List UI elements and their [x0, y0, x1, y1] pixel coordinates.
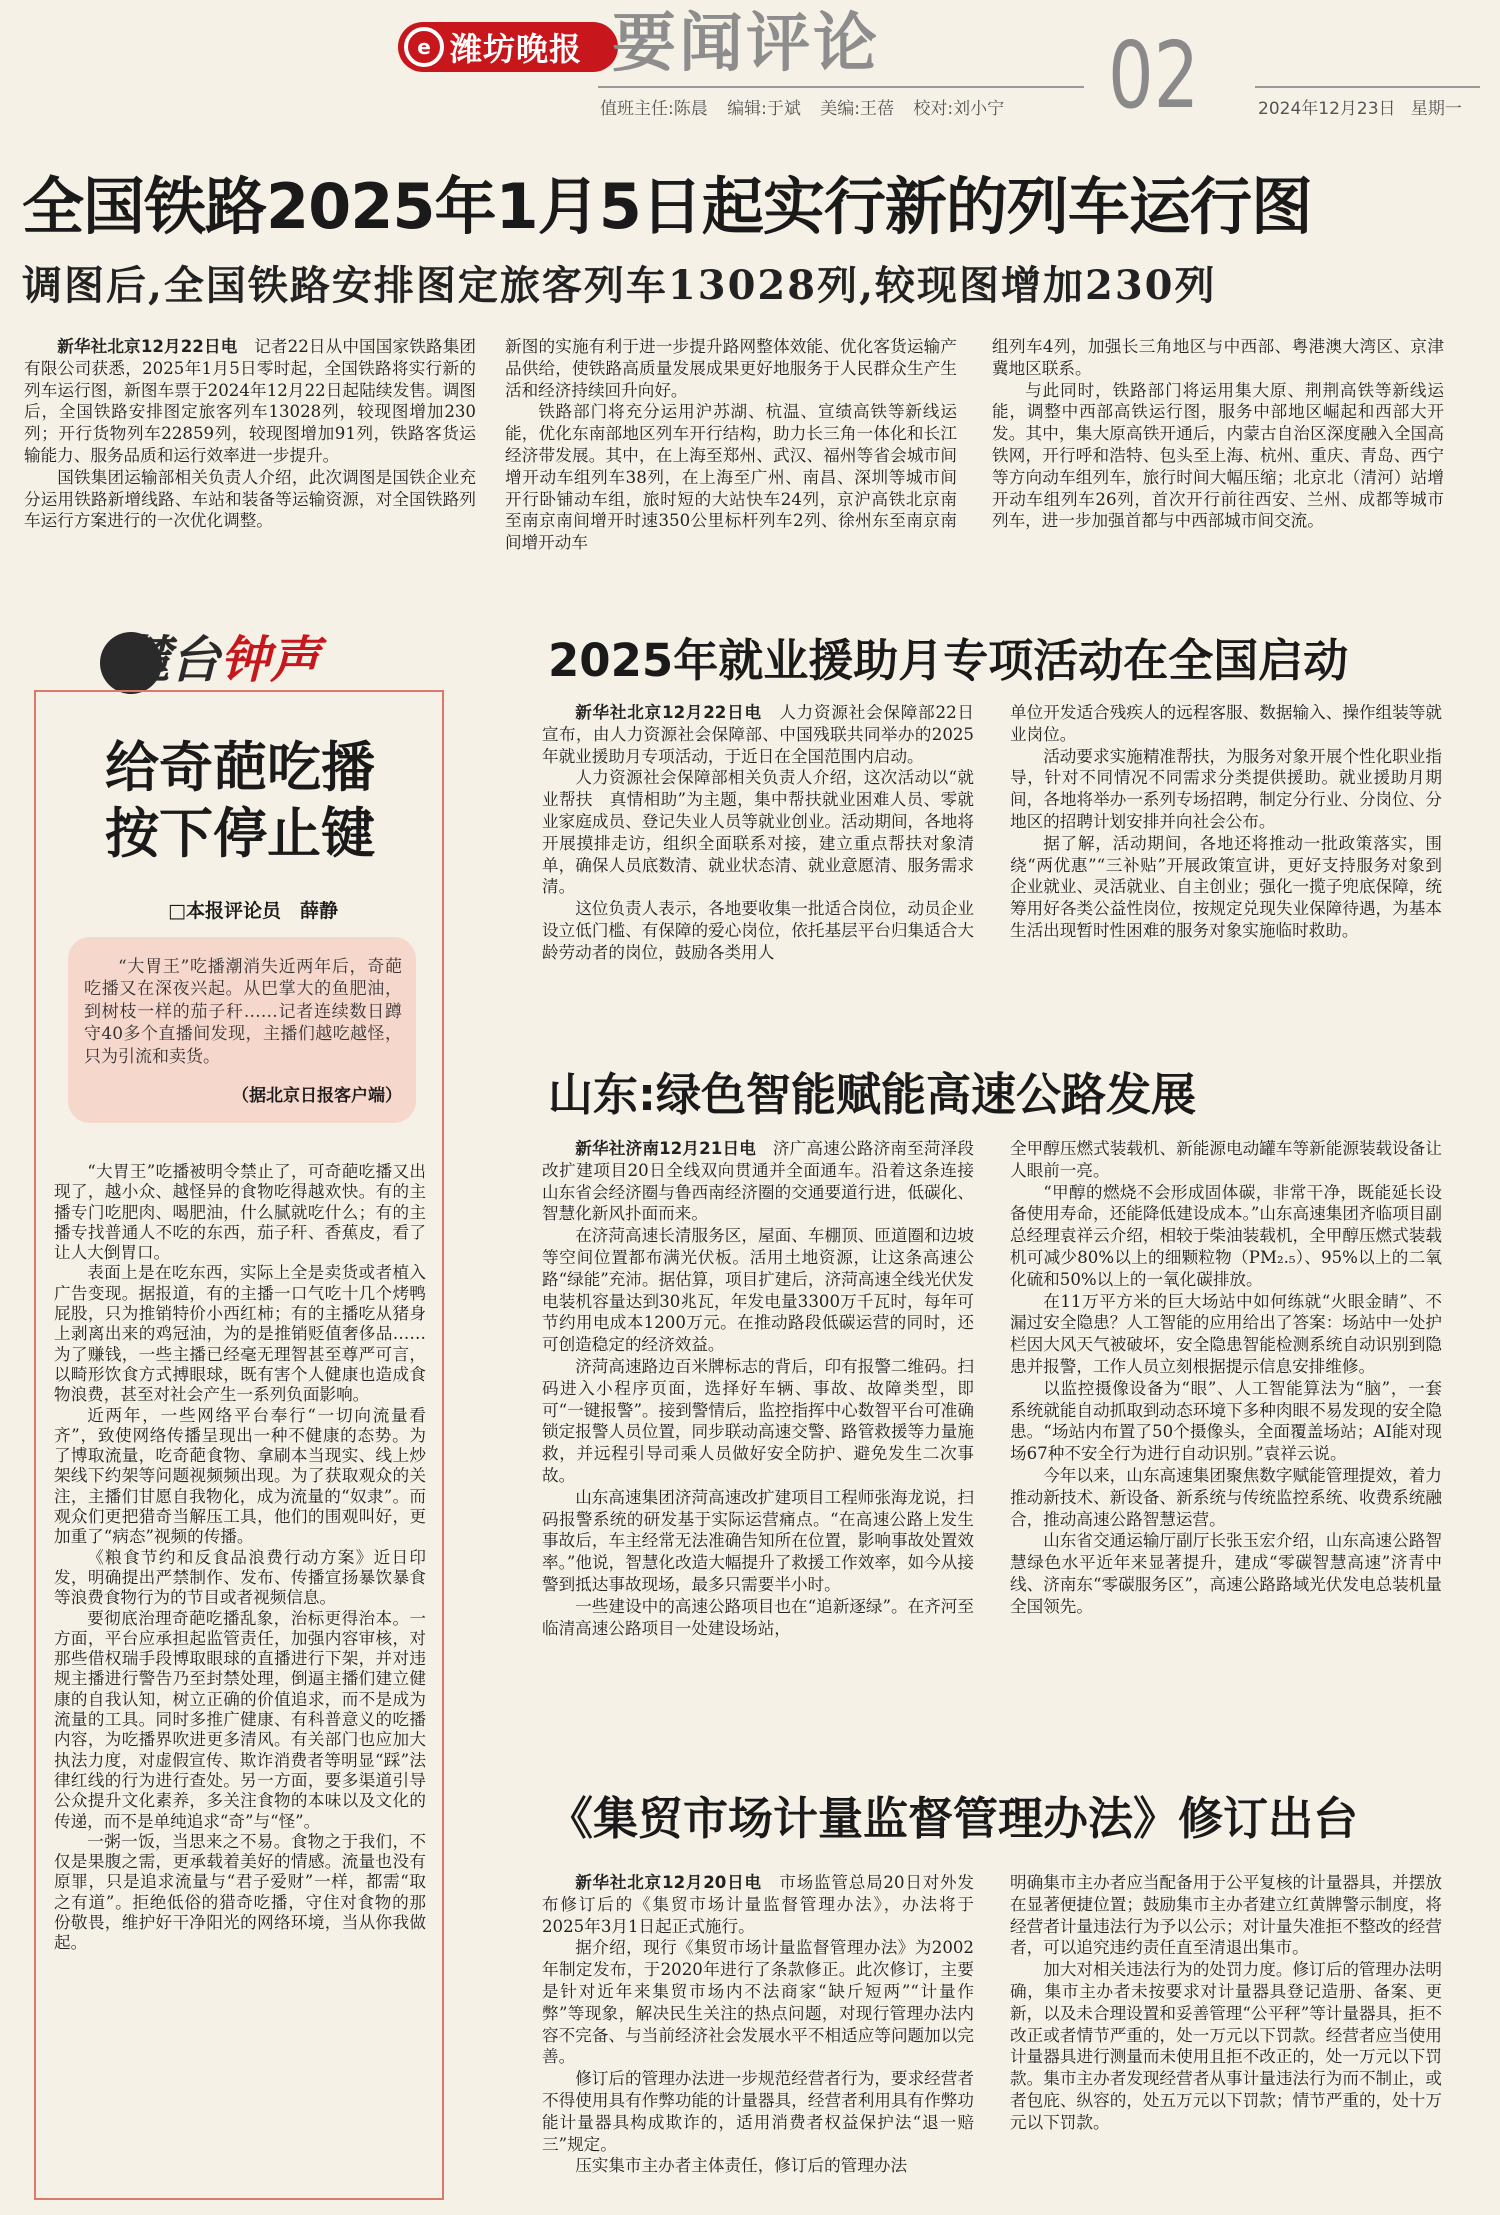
dateline: 新华社济南12月21日电 — [575, 1139, 757, 1158]
logo-mark-icon: e — [404, 27, 444, 67]
paragraph: 近两年，一些网络平台奉行“一切向流量看齐”，致使网络传播呈现出一种不健康的态势。为了博取流量，吃奇葩食物、拿刷本当现实、线上炒架线下约架等问题视频频出现。为了获取观众的关注，主播们甘愿自我物化，成为流量的“奴隶”。而观众们更把猎奇当解压工具，他们的围观叫好，更加重了“病态”视频的传播。 — [54, 1405, 426, 1547]
paragraph: 济菏高速路边百米牌标志的背后，印有报警二维码。扫码进入小程序页面，选择好车辆、事故、故障类型，即可“一键报警”。接到警情后，监控指挥中心数智平台可准确锁定报警人员位置，同步联动高速交警、路管救援等力量施救，并远程引导司乘人员做好安全防护、避免发生二次事故。 — [542, 1356, 974, 1485]
paragraph: 在11万平方米的巨大场站中如何练就“火眼金睛”、不漏过安全隐患？人工智能的应用给出了答案：场站中一处护栏因大风天气被破坏，安全隐患智能检测系统自动识别到隐患并报警，工作人员立刻根据提示信息安排维修。 — [1010, 1291, 1442, 1376]
market-column-2 — [1010, 1872, 1442, 2134]
paragraph: “大胃王”吃播被明令禁止了，可奇葩吃播又出现了，越小众、越怪异的食物吃得越欢快。有的主播专门吃肥肉、喝肥油，什么腻就吃什么；有的主播专找普通人不吃的东西，茄子秆、香蕉皮，看了让人大倒胃口。 — [54, 1162, 426, 1263]
section-title: 要闻评论 — [612, 7, 880, 81]
paragraph: 全甲醇压燃式装载机、新能源电动罐车等新能源装载设备让人眼前一亮。 — [1010, 1139, 1442, 1180]
paragraph: 新图的实施有利于进一步提升路网整体效能、优化客货运输产品供给，使铁路高质量发展成果更好地服务于人民群众生产生活和经济持续回升向好。 — [505, 337, 957, 400]
paragraph: 表面上是在吃东西，实际上全是卖货或者植入广告变现。据报道，有的主播一口气吃十几个烤鸭屁股，只为推销特价小西红柿；有的主播吃从猪身上剥离出来的鸡冠油，为的是推销贬值奢侈品……为了赚钱，一些主播已经毫无理智甚至尊严可言，以畸形饮食方式搏眼球，既有害个人健康也造成食物浪费，甚至对社会产生一系列负面影响。 — [54, 1263, 426, 1405]
employment-column-1 — [542, 702, 974, 964]
paragraph: 加大对相关违法行为的处罚力度。修订后的管理办法明确，集市主办者未按要求对计量器具登记造册、备案、更新，以及未合理设置和妥善管理“公平秤”等计量器具，拒不改正或者情节严重的，处一万元以下罚款。经营者应当使用计量器具进行测量而未使用且拒不改正的，处一万元以下罚款。集市主办者发现经营者从事计量违法行为而不制止，或者包庇、纵容的，处五万元以下罚款；情节严重的，处十万元以下罚款。 — [1010, 1960, 1442, 2132]
paragraph: 一粥一饭，当思来之不易。食物之于我们，不仅是果腹之需，更承载着美好的情感。流量也没有原罪，只是追求流量与“君子爱财”一样，都需“取之有道”。拒绝低俗的猎奇吃播，守住对食物的那份敬畏，维护好干净阳光的网络环境，当从你我做起。 — [54, 1831, 426, 1953]
quote-body: “大胃王”吃播潮消失近两年后，奇葩吃播又在深夜兴起。从巴掌大的鱼肥油，到树枝一样的茄子秆……记者连续数日蹲守40多个直播间发现，主播们越吃越怪，只为引流和卖货。 — [84, 957, 402, 1067]
paragraph: 明确集市主办者应当配备用于公平复核的计量器具，并摆放在显著便捷位置；鼓励集市主办者建立红黄牌警示制度，将经营者计量违法行为予以公示；对计量失准拒不整改的经营者，可以追究违约责任直至清退出集市。 — [1010, 1873, 1442, 1958]
paragraph: 人力资源社会保障部相关负责人介绍，这次活动以“就业帮扶 真情相助”为主题，集中帮扶就业困难人员、零就业家庭成员、登记失业人员等就业创业。活动期间，各地将开展摸排走访，组织全面联系对接，建立重点帮扶对象清单，确保人员底数清、就业状态清、就业意愿清、服务需求清。 — [542, 768, 974, 897]
paragraph: 今年以来，山东高速集团聚焦数字赋能管理提效，着力推动新技术、新设备、新系统与传统监控系统、收费系统融合，推动高速公路智慧运营。 — [1010, 1465, 1442, 1529]
header-rule-right — [1255, 86, 1480, 88]
title-line: 按下停止键 — [105, 802, 375, 865]
dateline: 新华社北京12月22日电 — [575, 703, 762, 722]
employment-headline: 2025年就业援助月专项活动在全国启动 — [548, 634, 1349, 687]
commentary-body — [54, 1162, 426, 1954]
paragraph — [24, 336, 476, 467]
page-number: 02 — [1108, 22, 1200, 129]
paragraph — [542, 1872, 974, 1937]
paragraph: 山东高速集团济菏高速改扩建项目工程师张海龙说，扫码报警系统的研发基于实际运营痛点。“在高速公路上发生事故后，车主经常无法准确告知所在位置，影响事故处置效率。”他说，智慧化改造大幅提升了救援工作效率，如今从接警到抵达事故现场，最多只需要半小时。 — [542, 1487, 974, 1594]
paragraph: 以监控摄像设备为“眼”、人工智能算法为“脑”，一套系统就能自动抓取到动态环境下多种肉眼不易发现的安全隐患。“场站内布置了50个摄像头，全面覆盖场站；AI能对现场67种不安全行为进行自动识别。”袁祥云说。 — [1010, 1378, 1442, 1464]
staff-credits: 值班主任:陈晨 编辑:于斌 美编:王蓓 校对:刘小宁 — [600, 99, 1005, 119]
employment-column-2 — [1010, 702, 1442, 942]
column-name-part: 麓台 — [120, 631, 220, 689]
paragraph: 《粮食节约和反食品浪费行动方案》近日印发，明确提出严禁制作、发布、传播宣扬暴饮暴食等浪费食物行为的节目或者视频信息。 — [54, 1547, 426, 1608]
title-line: 给奇葩吃播 — [105, 736, 375, 799]
paragraph: 据介绍，现行《集贸市场计量监督管理办法》为2002年制定发布，于2020年进行了条款修正。此次修订，主要是针对近年来集贸市场内不法商家“缺斤短两”“计量作弊”等现象，解决民生关注的热点问题，对现行管理办法内容不完备、与当前经济社会发展水平不相适应等问题加以完善。 — [542, 1938, 974, 2067]
shandong-headline: 山东:绿色智能赋能高速公路发展 — [548, 1068, 1196, 1121]
paragraph: 要彻底治理奇葩吃播乱象，治标更得治本。一方面，平台应承担起监管责任，加强内容审核，对那些借权瑞手段博取眼球的直播进行下架，并对违规主播进行警告乃至封禁处理，倒逼主播们建立健康的自我认知，树立正确的价值追求，而不是成为流量的工具。同时多推广健康、有科普意义的吃播内容，为吃播界吹进更多清风。有关部门也应加大执法力度，对虚假宣传、欺诈消费者等明显“踩”法律红线的行为进行查处。另一方面，要多渠道引导公众提升文化素养，多关注食物的本味以及文化的传递，而不是单纯追求“奇”与“怪”。 — [54, 1608, 426, 1831]
paragraph: 山东省交通运输厅副厅长张玉宏介绍，山东高速公路智慧绿色水平近年来显著提升，建成“零碳智慧高速”济青中线、济南东“零碳服务区”，高速公路路域光伏发电总装机量全国领先。 — [1010, 1531, 1442, 1616]
lead-column-3 — [992, 336, 1444, 532]
paragraph: 据了解，活动期间，各地还将推动一批政策落实，围绕“两优惠”“三补贴”开展政策宣讲，更好支持服务对象到企业就业、灵活就业、自主创业；强化一揽子兜底保障，统筹用好各类公益性岗位，按规定兑现失业保障待遇，为基本生活出现暂时性困难的服务对象实施临时救助。 — [1010, 833, 1442, 940]
paragraph-text: 市场监管总局20日对外发布修订后的《集贸市场计量监督管理办法》，办法将于2025年3月1日起正式施行。 — [542, 1873, 975, 1936]
paragraph: 组列车4列，加强长三角地区与中西部、粤港澳大湾区、京津冀地区联系。 — [992, 337, 1444, 378]
shandong-column-2 — [1010, 1138, 1442, 1618]
column-name — [120, 632, 320, 688]
paragraph: 铁路部门将充分运用沪苏湖、杭温、宣绩高铁等新线运能，优化东南部地区列车开行结构，助力长三角一体化和长江经济带发展。其中，在上海至郑州、武汉、福州等省会城市间增开动车组列车38列，在上海至广州、南昌、深圳等城市间开行卧铺动车组，旅时短的大站快车24列，京沪高铁北京南至南京南间增开时速350公里标杆列车2列、徐州东至南京南间增开动车 — [505, 402, 957, 553]
paragraph: 一些建设中的高速公路项目也在“追新逐绿”。在齐河至临清高速公路项目一处建设场站， — [542, 1596, 974, 1638]
paragraph-text: 人力资源社会保障部22日宣布，由人力资源社会保障部、中国残联共同举办的2025年就业援助月专项活动，于近日在全国范围内启动。 — [542, 703, 975, 766]
column-name-part: 钟声 — [220, 631, 320, 689]
lead-column-2 — [505, 336, 957, 554]
quote-text — [84, 956, 402, 1068]
paragraph: 单位开发适合残疾人的远程客服、数据输入、操作组装等就业岗位。 — [1010, 703, 1442, 744]
dateline: 新华社北京12月20日电 — [575, 1873, 762, 1892]
paragraph: 在济菏高速长清服务区，屋面、车棚顶、匝道圈和边坡等空间位置都布满光伏板。活用土地资源，让这条高速公路“绿能”充沛。据估算，项目扩建后，济菏高速全线光伏发电装机容量达到30兆瓦，年发电量3300万千瓦时，每年可节约用电成本1200万元。在推动路段低碳运营的同时，还可创造稳定的经济效益。 — [542, 1226, 974, 1355]
commentary-author: □本报评论员 薛静 — [168, 900, 338, 922]
market-column-1 — [542, 1872, 974, 2177]
paragraph: 国铁集团运输部相关负责人介绍，此次调图是国铁企业充分运用铁路新增线路、车站和装备等运输资源，对全国铁路列车运行方案进行的一次优化调整。 — [24, 467, 476, 531]
commentary-title — [60, 735, 420, 867]
issue-date: 2024年12月23日 星期一 — [1258, 99, 1462, 119]
quote-source: （据北京日报客户端） — [232, 1086, 402, 1106]
lead-headline: 全国铁路2025年1月5日起实行新的列车运行图 — [22, 170, 1312, 243]
paragraph: “甲醇的燃烧不会形成固体碳，非常干净，既能延长设备使用寿命，还能降低建设成本。”山东高速集团齐临项目副总经理袁祥云介绍，相较于柴油装载机，全甲醇压燃式装载机可减少80%以上的细颗粒物（PM₂.₅）、95%以上的二氧化硫和50%以上的一氧化碳排放。 — [1010, 1182, 1442, 1289]
logo-name: 潍坊晚报 — [450, 30, 583, 68]
paragraph: 修订后的管理办法进一步规范经营者行为，要求经营者不得使用具有作弊功能的计量器具，经营者利用具有作弊功能计量器具构成欺诈的，适用消费者权益保护法“退一赔三”规定。 — [542, 2069, 974, 2154]
header-rule-left — [598, 86, 1084, 88]
lead-column-1 — [24, 336, 476, 532]
dateline: 新华社北京12月22日电 — [57, 337, 238, 356]
paragraph — [542, 1138, 974, 1225]
paragraph: 与此同时，铁路部门将运用集大原、荆荆高铁等新线运能，调整中西部高铁运行图，服务中部地区崛起和西部大开发。其中，集大原高铁开通后，内蒙古自治区深度融入全国高铁网，开行呼和浩特、包头至上海、杭州、重庆、青岛、西宁等方向动车组列车，旅行时间大幅压缩；北京北（清河）站增开动车组列车26列，首次开行前往西安、兰州、成都等城市列车，进一步加强首都与中西部城市间交流。 — [992, 380, 1444, 531]
paragraph: 这位负责人表示，各地要收集一批适合岗位，动员企业设立低门槛、有保障的爱心岗位，依托基层平台归集适合大龄劳动者的岗位，鼓励各类用人 — [542, 899, 974, 962]
newspaper-logo — [398, 22, 618, 72]
paragraph-text: 记者22日从中国国家铁路集团有限公司获悉，2025年1月5日零时起，全国铁路将实行新的列车运行图，新图车票于2024年12月22日起陆续发售。调图后，全国铁路安排图定旅客列车13028列，较现图增加230列；开行货物列车22859列，较现图增加91列，铁路客货运输能力、服务品质和运行效率进一步提升。 — [24, 337, 477, 465]
paragraph-text: 济广高速公路济南至菏泽段改扩建项目20日全线双向贯通并全面通车。沿着这条连接山东省会经济圈与鲁西南经济圈的交通要道行进，低碳化、智慧化新风扑面而来。 — [542, 1139, 975, 1224]
market-headline: 《集贸市场计量监督管理办法》修订出台 — [548, 1792, 1359, 1845]
paragraph: 活动要求实施精准帮扶，为服务对象开展个性化职业指导，针对不同情况不同需求分类提供援助。就业援助月期间，各地将举办一系列专场招聘，制定分行业、分岗位、分地区的招聘计划安排并向社会公布。 — [1010, 746, 1442, 831]
lead-subheadline: 调图后,全国铁路安排图定旅客列车13028列,较现图增加230列 — [22, 262, 1217, 309]
shandong-column-1 — [542, 1138, 974, 1639]
paragraph: 压实集市主办者主体责任，修订后的管理办法 — [575, 2156, 908, 2176]
paragraph — [542, 702, 974, 767]
